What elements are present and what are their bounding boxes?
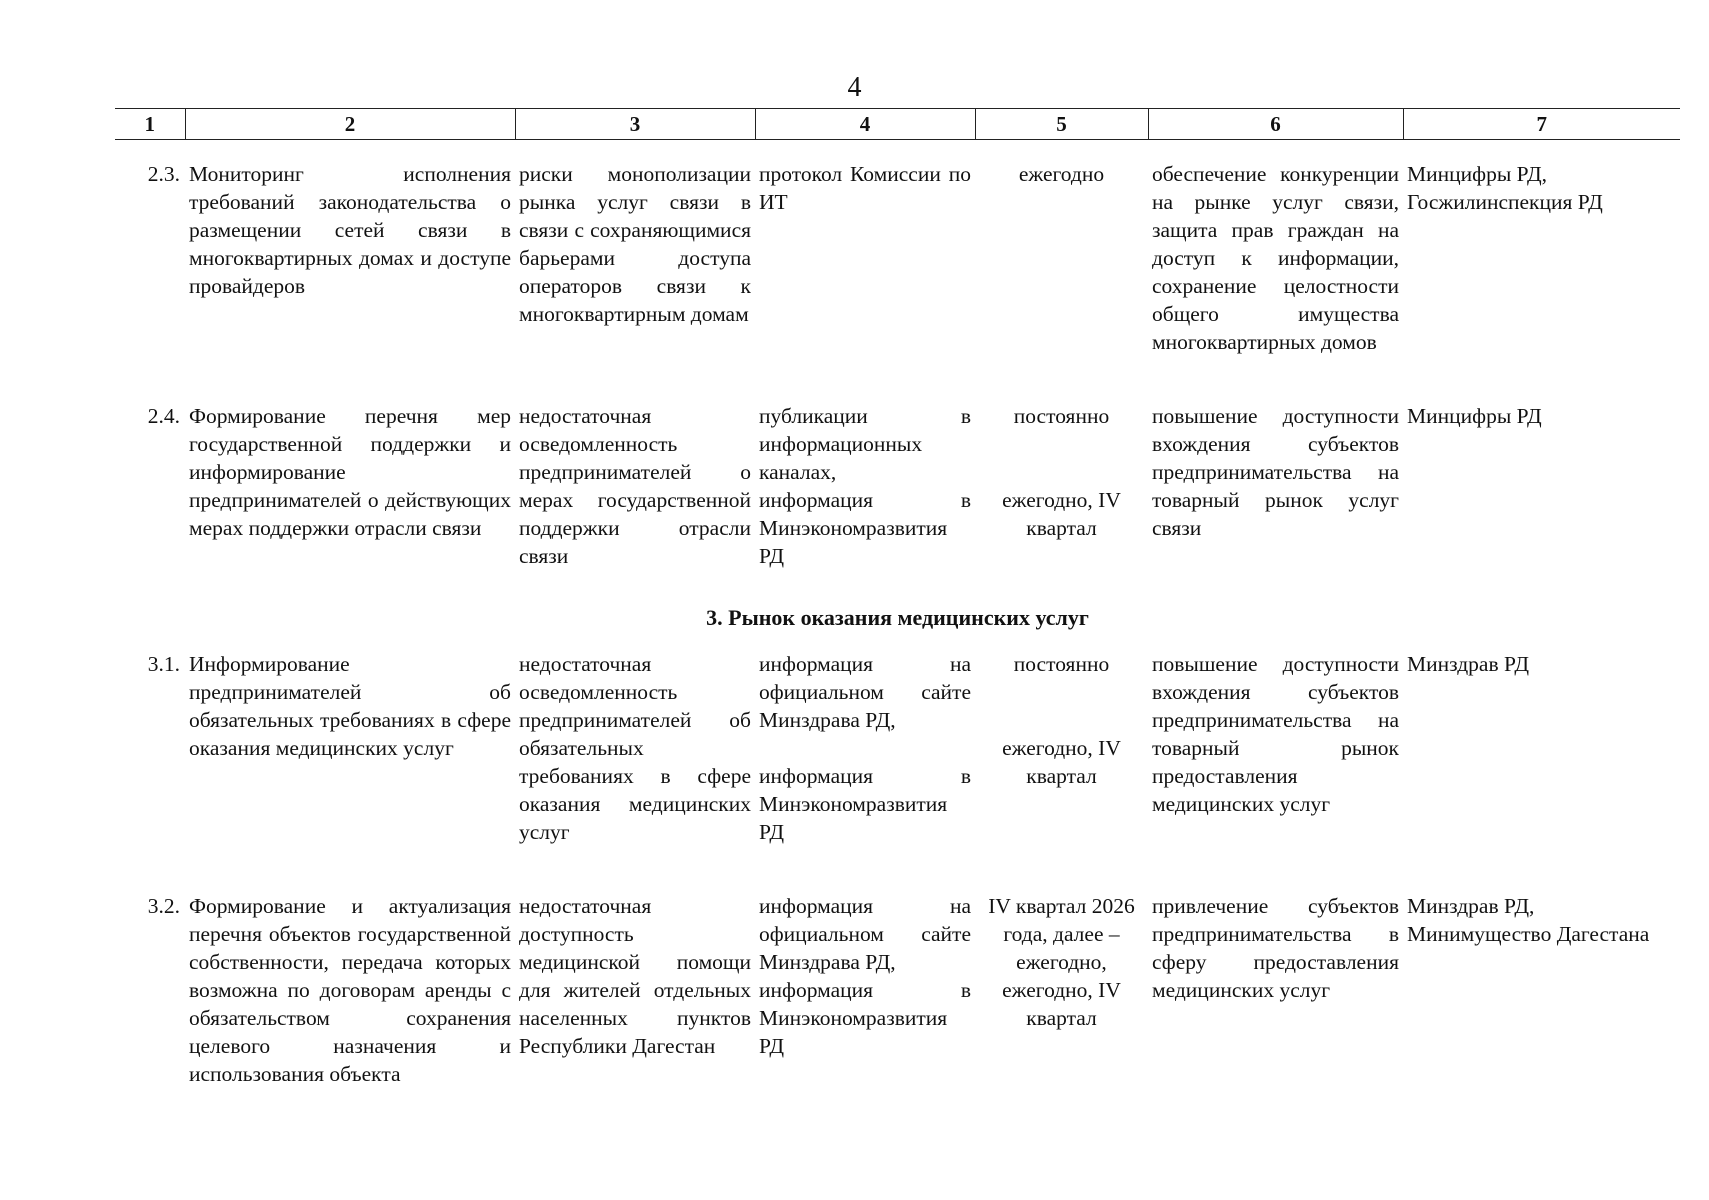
row-number: 3.1. xyxy=(147,652,180,676)
result-cell xyxy=(755,650,975,846)
term-cell xyxy=(975,846,1148,1088)
term-cell xyxy=(975,356,1148,570)
problem-cell: риски монополизации рынка услуг связи в связи с сохраняющимися барьерами доступа операторов связи к многоквартирным домам xyxy=(519,162,751,326)
table-row xyxy=(115,356,1680,570)
executor-cell: Минздрав РД xyxy=(1407,652,1529,676)
table-row xyxy=(115,846,1680,1088)
table-header xyxy=(115,109,1680,140)
effect-cell: привлечение субъектов предпринимательства в сферу предоставления медицинских услуг xyxy=(1152,894,1399,1002)
measure-cell: Мониторинг исполнения требований законодательства о размещении сетей связи в многоквартирных домах и доступе провайдеров xyxy=(189,162,511,298)
executor-cell: Минцифры РД xyxy=(1407,404,1542,428)
result-line-a: публикации в информационных каналах, xyxy=(759,404,971,484)
effect-cell: обеспечение конкуренции на рынке услуг связи, защита прав граждан на доступ к информации, сохранение целостности общего имущества многоквартирных домов xyxy=(1152,162,1399,354)
measures-table-container xyxy=(115,108,1680,1088)
column-header: 3 xyxy=(515,109,755,140)
section-title: 3. Рынок оказания медицинских услуг xyxy=(706,605,1089,630)
table-row xyxy=(115,140,1680,357)
problem-cell: недостаточная осведомленность предпринимателей об обязательных требованиях в сфере оказания медицинских услуг xyxy=(519,652,751,844)
executor-cell: Минцифры РД, Госжилинспекция РД xyxy=(1407,162,1603,214)
result-line-b: информация в Минэкономразвития РД xyxy=(759,764,971,844)
column-header: 5 xyxy=(975,109,1148,140)
measure-cell: Формирование перечня мер государственной поддержки и информирование предпринимателей о действующих мерах поддержки отрасли связи xyxy=(189,404,511,540)
term-cell: ежегодно xyxy=(1018,162,1105,186)
row-number: 3.2. xyxy=(147,894,180,918)
column-header: 4 xyxy=(755,109,975,140)
measure-cell: Формирование и актуализация перечня объектов государственной собственности, передача которых возможна по договорам аренды с обязательством сохранения целевого назначения и использования объекта xyxy=(189,894,511,1086)
result-cell xyxy=(755,846,975,1088)
page-number: 4 xyxy=(847,72,862,103)
section-heading-row xyxy=(115,570,1680,650)
result-line-b: информация в Минэкономразвития РД xyxy=(759,978,971,1058)
term-line-a: IV квартал 2026 года, далее – ежегодно, xyxy=(988,894,1135,974)
column-header: 1 xyxy=(115,109,185,140)
result-cell: протокол Комиссии по ИТ xyxy=(759,162,971,214)
measure-cell: Информирование предпринимателей об обязательных требованиях в сфере оказания медицинских услуг xyxy=(189,652,511,760)
result-line-a: информация на официальном сайте Минздрава РД, xyxy=(759,652,971,732)
problem-cell: недостаточная осведомленность предпринимателей о мерах государственной поддержки отрасли связи xyxy=(519,404,751,568)
row-number: 2.4. xyxy=(147,404,180,428)
term-line-b: ежегодно, IV квартал xyxy=(1002,488,1121,540)
column-header: 6 xyxy=(1148,109,1403,140)
table-row xyxy=(115,650,1680,846)
result-line-b: информация в Минэкономразвития РД xyxy=(759,488,971,568)
result-line-a: информация на официальном сайте Минздрава РД, xyxy=(759,894,971,974)
term-line-b: ежегодно, IV квартал xyxy=(1002,978,1121,1030)
executor-cell: Минздрав РД, Минимущество Дагестана xyxy=(1407,894,1650,946)
effect-cell: повышение доступности вхождения субъектов предпринимательства на товарный рынок предоставления медицинских услуг xyxy=(1152,652,1399,816)
term-line-b: ежегодно, IV квартал xyxy=(1002,736,1121,788)
measures-table xyxy=(115,108,1680,1088)
result-cell xyxy=(755,356,975,570)
problem-cell: недостаточная доступность медицинской помощи для жителей отдельных населенных пунктов Республики Дагестан xyxy=(519,894,751,1058)
column-header: 7 xyxy=(1403,109,1680,140)
term-line-a: постоянно xyxy=(1013,404,1110,428)
row-number: 2.3. xyxy=(147,162,180,186)
effect-cell: повышение доступности вхождения субъектов предпринимательства на товарный рынок услуг связи xyxy=(1152,404,1399,540)
term-cell xyxy=(975,650,1148,846)
term-line-a: постоянно xyxy=(1013,652,1110,676)
column-header: 2 xyxy=(185,109,515,140)
